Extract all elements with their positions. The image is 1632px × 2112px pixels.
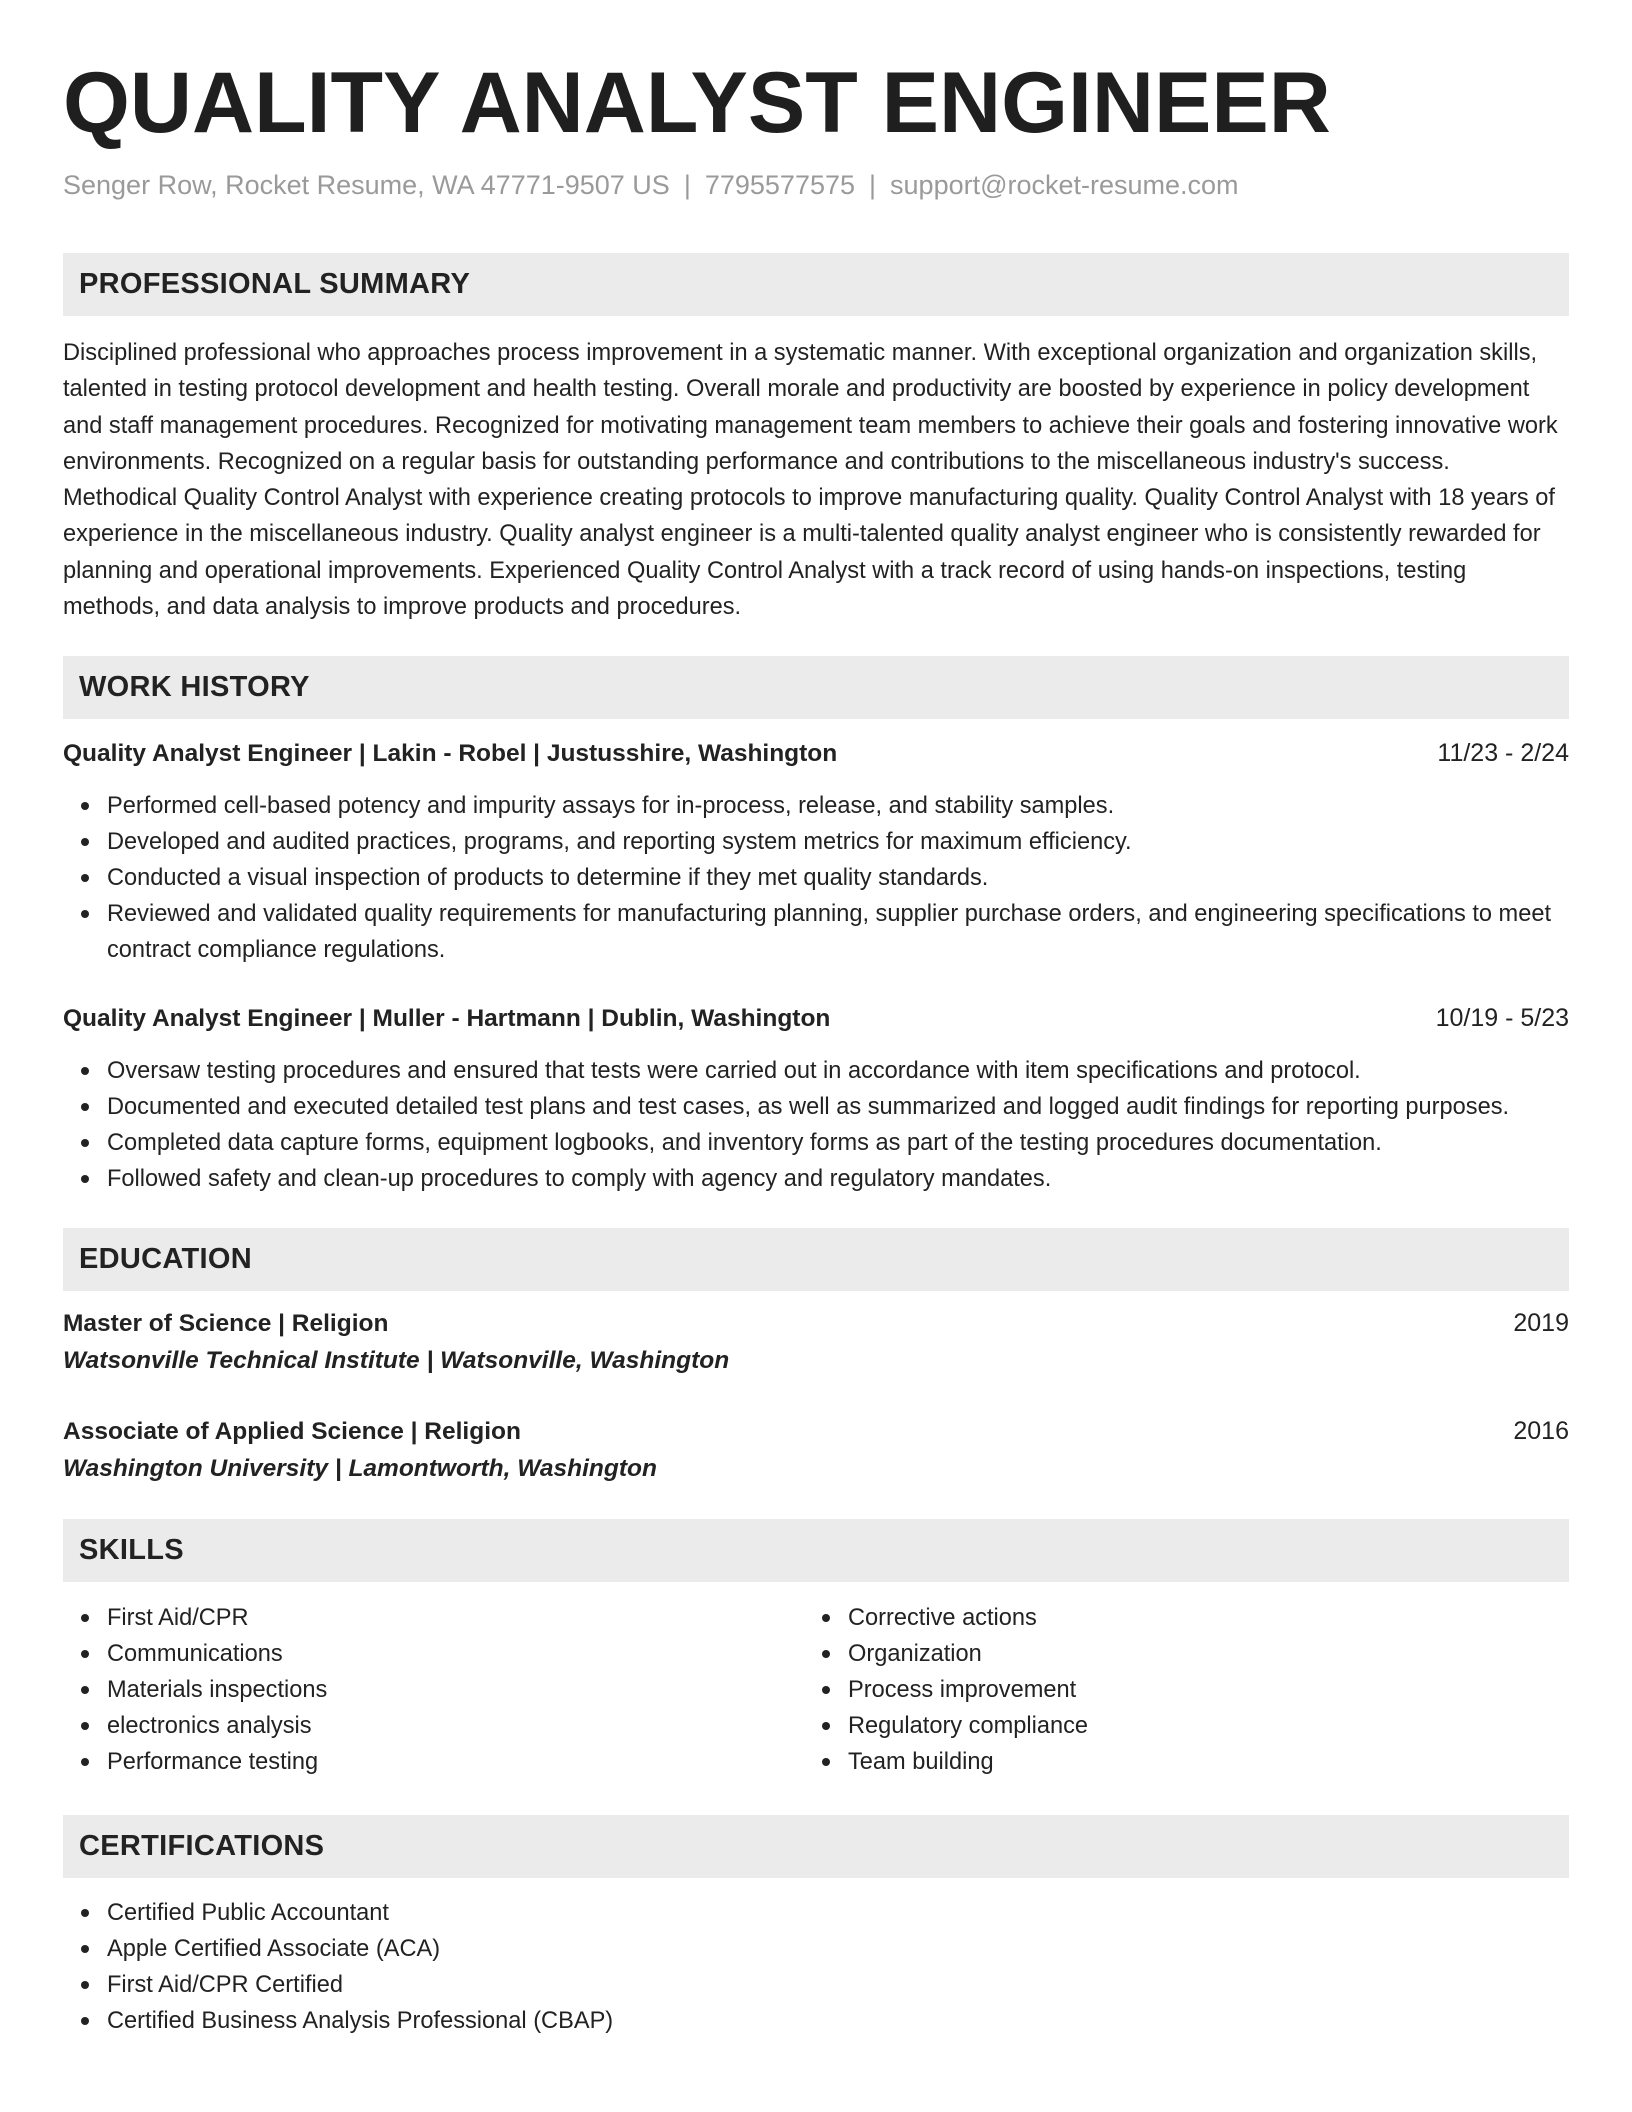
skill-item: Team building [848, 1744, 1545, 1780]
education-degree: Master of Science | Religion [63, 1310, 389, 1338]
contact-line [63, 168, 1569, 202]
job-bullet: Conducted a visual inspection of products to determine if they met quality standards. [107, 860, 1569, 896]
job-dates: 10/19 - 5/23 [1435, 1004, 1569, 1033]
contact-address: Senger Row, Rocket Resume, WA 47771-9507 US [63, 170, 670, 200]
job-entry [63, 1002, 1569, 1197]
certification-item: Apple Certified Associate (ACA) [107, 1931, 1569, 1967]
education-entry [63, 1307, 1569, 1377]
job-heading-row [63, 1002, 1569, 1035]
certification-item: First Aid/CPR Certified [107, 1967, 1569, 2003]
job-bullet: Followed safety and clean-up procedures to comply with agency and regulatory mandates. [107, 1161, 1569, 1197]
skill-item: Materials inspections [107, 1672, 804, 1708]
skill-item: Organization [848, 1636, 1545, 1672]
education-year: 2019 [1513, 1309, 1569, 1338]
certifications-list [63, 1895, 1569, 2039]
education-year: 2016 [1513, 1417, 1569, 1446]
education-entry [63, 1415, 1569, 1485]
job-bullet: Documented and executed detailed test plans and test cases, as well as summarized and logged audit findings for reporting purposes. [107, 1089, 1569, 1125]
section-header-work-history: WORK HISTORY [63, 656, 1569, 719]
job-bullet: Developed and audited practices, programs, and reporting system metrics for maximum efficiency. [107, 824, 1569, 860]
summary-text: Disciplined professional who approaches process improvement in a systematic manner. With exceptional organization and organization skills, talented in testing protocol development and health testing. Overall morale and productivity are boosted by experience in policy development and staff management procedures. Recognized for motivating management team members to achieve their goals and fostering innovative work environments. Recognized on a regular basis for outstanding performance and contributions to the miscellaneous industry's success. Methodical Quality Control Analyst with experience creating protocols to improve manufacturing quality. Quality Control Analyst with 18 years of experience in the miscellaneous industry. Quality analyst engineer is a multi-talented quality analyst engineer who is consistently rewarded for planning and operational improvements. Experienced Quality Control Analyst with a track record of using hands-on inspections, testing methods, and data analysis to improve products and procedures. [63, 340, 1558, 621]
education-heading-row [63, 1415, 1569, 1448]
section-header-education: EDUCATION [63, 1228, 1569, 1291]
skills-list [804, 1600, 1545, 1780]
job-bullets [63, 1053, 1569, 1197]
certification-item: Certified Public Accountant [107, 1895, 1569, 1931]
contact-separator: | [869, 170, 877, 200]
job-title: Quality Analyst Engineer | Muller - Hartmann | Dublin, Washington [63, 1005, 831, 1033]
skill-item: First Aid/CPR [107, 1600, 804, 1636]
section-header-summary: PROFESSIONAL SUMMARY [63, 253, 1569, 316]
job-bullet: Reviewed and validated quality requirements for manufacturing planning, supplier purchase orders, and engineering specifications to meet contract compliance regulations. [107, 896, 1569, 968]
job-entry [63, 737, 1569, 968]
job-bullet: Completed data capture forms, equipment logbooks, and inventory forms as part of the testing procedures documentation. [107, 1125, 1569, 1161]
skills-column-left [63, 1600, 804, 1780]
job-bullets [63, 788, 1569, 968]
education-school: Washington University | Lamontworth, Washington [63, 1455, 657, 1483]
section-header-skills: SKILLS [63, 1519, 1569, 1582]
contact-phone: 7795577575 [704, 170, 856, 200]
contact-separator: | [683, 170, 691, 200]
skills-column-right [804, 1600, 1545, 1780]
resume-name: QUALITY ANALYST ENGINEER [63, 55, 1331, 151]
education-degree: Associate of Applied Science | Religion [63, 1418, 521, 1446]
education-school: Watsonville Technical Institute | Watsonville, Washington [63, 1347, 730, 1375]
job-bullet: Performed cell-based potency and impurity assays for in-process, release, and stability samples. [107, 788, 1569, 824]
certification-item: Certified Business Analysis Professional (CBAP) [107, 2003, 1569, 2039]
skill-item: Regulatory compliance [848, 1708, 1545, 1744]
job-bullet: Oversaw testing procedures and ensured that tests were carried out in accordance with item specifications and protocol. [107, 1053, 1569, 1089]
skill-item: Process improvement [848, 1672, 1545, 1708]
skill-item: electronics analysis [107, 1708, 804, 1744]
education-heading-row [63, 1307, 1569, 1340]
job-dates: 11/23 - 2/24 [1437, 739, 1569, 768]
section-header-certifications: CERTIFICATIONS [63, 1815, 1569, 1878]
skill-item: Communications [107, 1636, 804, 1672]
skills-grid [63, 1600, 1569, 1780]
skill-item: Performance testing [107, 1744, 804, 1780]
job-title: Quality Analyst Engineer | Lakin - Robel | Justusshire, Washington [63, 740, 838, 768]
skills-list [63, 1600, 804, 1780]
contact-email: support@rocket-resume.com [890, 170, 1239, 200]
skill-item: Corrective actions [848, 1600, 1545, 1636]
job-heading-row [63, 737, 1569, 770]
